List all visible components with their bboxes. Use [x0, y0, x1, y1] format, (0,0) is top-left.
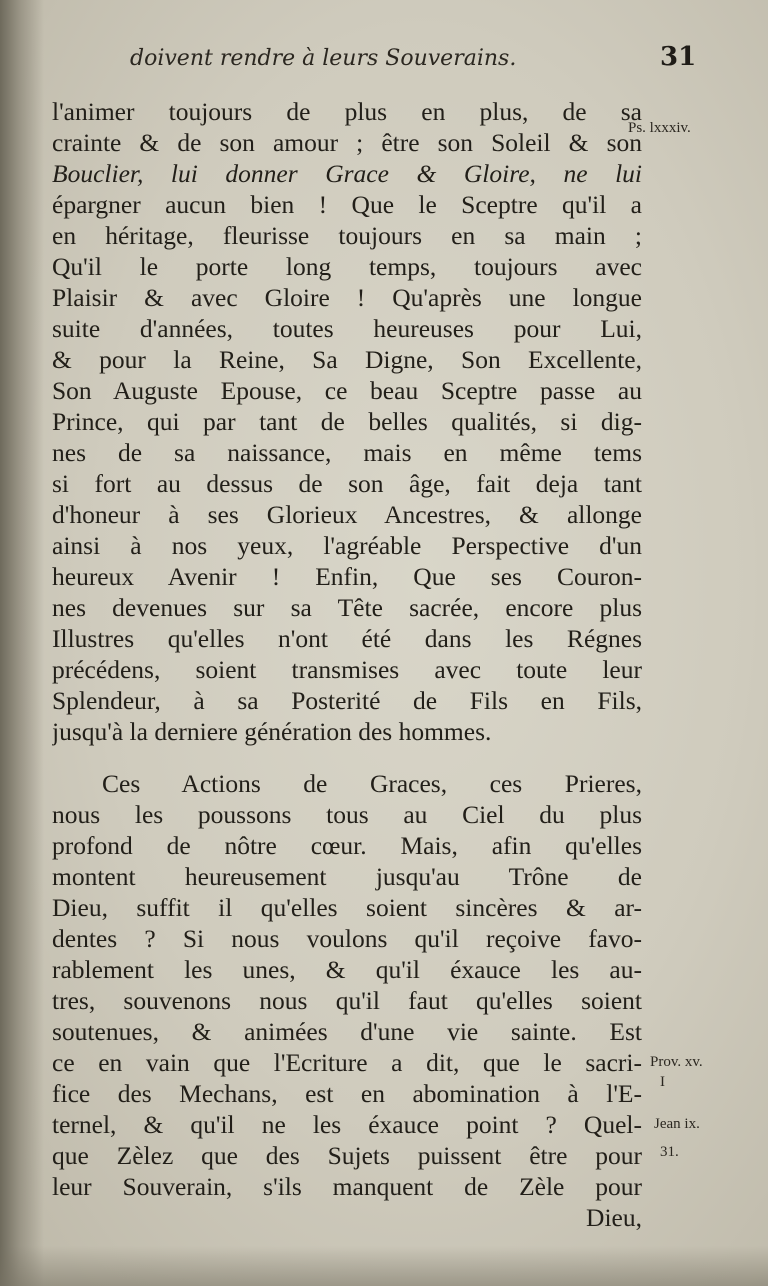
text-line: nes de sa naissance, mais en même tems — [52, 438, 642, 467]
catchword: Dieu, — [586, 1203, 642, 1232]
text-line: Prince, qui par tant de belles qualités, si dig- — [52, 407, 642, 436]
margin-note-proverbs: Prov. xv. — [650, 1054, 703, 1070]
text-line: ainsi à nos yeux, l'agréable Perspective d'un — [52, 531, 642, 560]
text-line: dentes ? Si nous voulons qu'il reçoive favo- — [52, 924, 642, 953]
text-line: si fort au dessus de son âge, fait deja tant — [52, 469, 642, 498]
text-line: profond de nôtre cœur. Mais, afin qu'elles — [52, 831, 642, 860]
text-line: en héritage, fleurisse toujours en sa main ; — [52, 221, 642, 250]
text-line: & pour la Reine, Sa Digne, Son Excellente, — [52, 345, 642, 374]
margin-note-proverbs-verse: I — [660, 1074, 665, 1090]
text-line: crainte & de son amour ; être son Soleil & son — [52, 128, 642, 157]
text-line: Bouclier, lui donner Grace & Gloire, ne lui — [52, 159, 642, 188]
text-line: Plaisir & avec Gloire ! Qu'après une longue — [52, 283, 642, 312]
text-line: que Zèlez que des Sujets puissent être pour — [52, 1141, 642, 1170]
text-line: d'honeur à ses Glorieux Ancestres, & allonge — [52, 500, 642, 529]
text-line: suite d'années, toutes heureuses pour Lui, — [52, 314, 642, 343]
text-line: Ces Actions de Graces, ces Prieres, — [102, 769, 642, 798]
text-line: nes devenues sur sa Tête sacrée, encore plus — [52, 593, 642, 622]
text-line: Illustres qu'elles n'ont été dans les Régnes — [52, 624, 642, 653]
running-title: doivent rendre à leurs Souverains. — [130, 46, 517, 71]
text-line: Son Auguste Epouse, ce beau Sceptre passe au — [52, 376, 642, 405]
text-line: rablement les unes, & qu'il éxauce les au- — [52, 955, 642, 984]
bottom-shadow — [0, 1246, 768, 1286]
text-line: jusqu'à la derniere génération des hommes. — [52, 717, 492, 746]
text-line: précédens, soient transmises avec toute leur — [52, 655, 642, 684]
text-line: fice des Mechans, est en abomination à l'E- — [52, 1079, 642, 1108]
margin-note-jean: Jean ix. — [654, 1116, 700, 1132]
text-line: l'animer toujours de plus en plus, de sa — [52, 97, 642, 126]
paragraph-2 — [52, 768, 642, 1233]
spine-shadow — [0, 0, 44, 1286]
text-line: tres, souvenons nous qu'il faut qu'elles soient — [52, 986, 642, 1015]
text-line: montent heureusement jusqu'au Trône de — [52, 862, 642, 891]
margin-note-jean-verse: 31. — [660, 1144, 679, 1160]
text-line: leur Souverain, s'ils manquent de Zèle pour — [52, 1172, 642, 1201]
text-line: épargner aucun bien ! Que le Sceptre qu'il a — [52, 190, 642, 219]
paragraph-1 — [52, 96, 642, 747]
text-line: ternel, & qu'il ne les éxauce point ? Quel- — [52, 1110, 642, 1139]
text-line: nous les poussons tous au Ciel du plus — [52, 800, 642, 829]
text-line: soutenues, & animées d'une vie sainte. Est — [52, 1017, 642, 1046]
text-line: heureux Avenir ! Enfin, Que ses Couron- — [52, 562, 642, 591]
text-line: ce en vain que l'Ecriture a dit, que le sacri- — [52, 1048, 642, 1077]
text-line: Qu'il le porte long temps, toujours avec — [52, 252, 642, 281]
text-line: Dieu, suffit il qu'elles soient sincères & ar- — [52, 893, 642, 922]
text-line: Splendeur, à sa Posterité de Fils en Fils, — [52, 686, 642, 715]
page-number: 31 — [660, 42, 697, 72]
margin-note-psalm: Ps. lxxxiv. — [628, 120, 691, 136]
